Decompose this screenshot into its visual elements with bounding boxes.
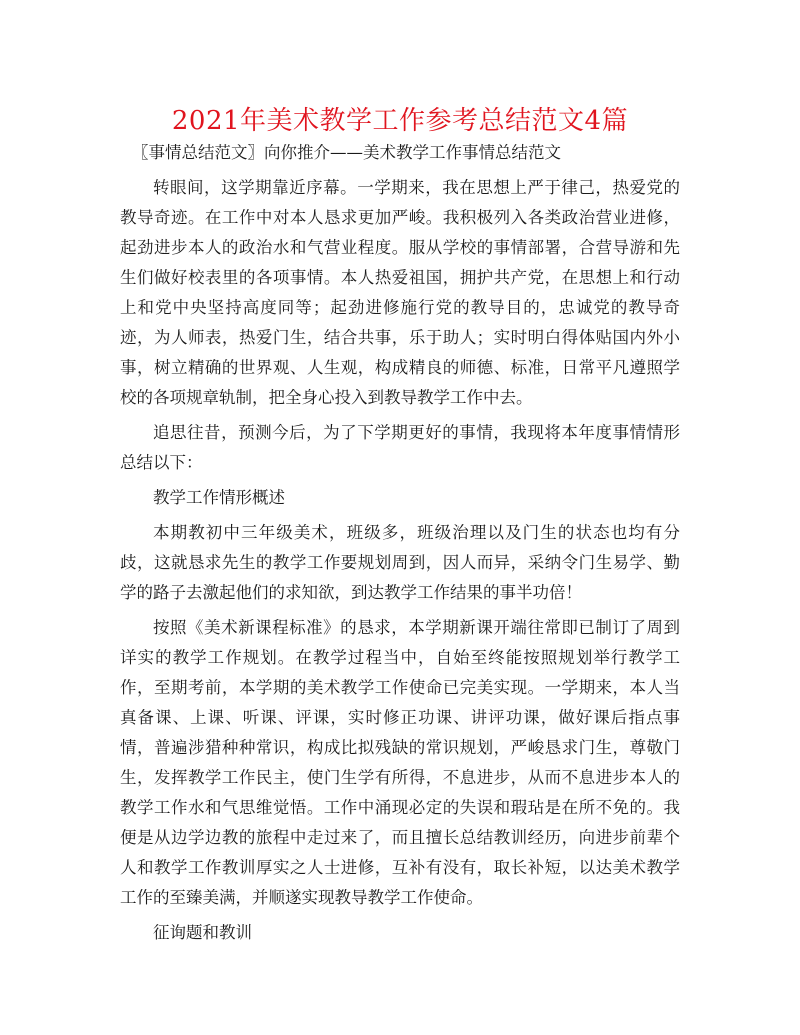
section-heading: 教学工作情形概述 (153, 488, 285, 507)
intro-line: 〖事情总结范文〗向你推介——美术教学工作事情总结范文 (132, 143, 561, 162)
paragraph: 追思往昔，预测今后，为了下学期更好的事情，我现将本年度事情情形总结以下： (120, 423, 680, 472)
paragraph: 本期教初中三年级美术，班级多，班级治理以及门生的状态也均有分歧，这就恳求先生的教学工作要规划周到，因人而异，采纳令门生易学、勤学的路子去激起他们的求知欲，到达教学工作结果的事半功倍！ (120, 523, 680, 602)
paragraph: 转眼间，这学期靠近序幕。一学期来，我在思想上严于律己，热爱党的教导奇迹。在工作中对本人恳求更加严峻。我积极列入各类政治营业进修，起劲进步本人的政治水和气营业程度。服从学校的事情部署，合营导游和先生们做好校表里的各项事情。本人热爱祖国，拥护共产党，在思想上和行动上和党中央坚持高度同等；起劲进修施行党的教导目的，忠诚党的教导奇迹，为人师表，热爱门生，结合共事，乐于助人；实时明白得体贴国内外小事，树立精确的世界观、人生观，构成精良的师德、标准，日常平凡遵照学校的各项规章轨制，把全身心投入到教导教学工作中去。 (120, 178, 680, 407)
section-heading: 征询题和教训 (153, 923, 252, 942)
document-title: 2021年美术教学工作参考总结范文4篇 (171, 106, 629, 136)
document-body (120, 138, 680, 953)
paragraph: 按照《美术新课程标准》的恳求，本学期新课开端往常即已制订了周到详实的教学工作规划。在教学过程当中，自始至终能按照规划举行教学工作，至期考前，本学期的美术教学工作使命已完美实现。一学期来，本人当真备课、上课、听课、评课，实时修正功课、讲评功课，做好课后指点事情，普遍涉猎种种常识，构成比拟残缺的常识规划，严峻恳求门生，尊敬门生，发挥教学工作民主，使门生学有所得，不息进步，从而不息进步本人的教学工作水和气思维觉悟。工作中涌现必定的失误和瑕玷是在所不免的。我便是从边学边教的旅程中走过来了，而且擅长总结教训经历，向进步前辈个人和教学工作教训厚实之人士进修，互补有没有，取长补短，以达美术教学工作的至臻美满，并顺遂实现教导教学工作使命。 (120, 618, 680, 907)
